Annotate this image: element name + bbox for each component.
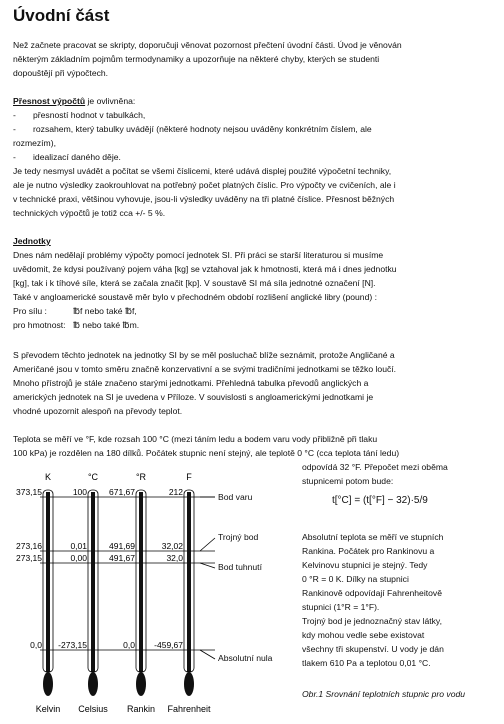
units-section [13,234,491,332]
precision-heading: Přesnost výpočtů [13,96,86,106]
right-column-top [302,460,492,488]
intro-line: některým základním pojmům termodynamiky a upozorňuje na některé chyby, kterých se studenti [13,54,380,64]
rankine-line: všechny tři skupenství. U vody je dán [302,644,444,654]
rankine-line: Trojný bod je jednoznačný stav látky, [302,616,442,626]
precision-line: technických výpočtů je totiž cca +/- 5 %. [13,208,166,218]
intro-line: Než začnete pracovat se skripty, doporučuji věnovat pozornost přečtení úvodní části. Úvod je věnován [13,40,402,50]
intro-line: dopouštějí při výpočtech. [13,68,109,78]
page-title: Úvodní část [13,6,110,25]
temperature-scales-diagram [0,462,300,724]
thermometer-bulb [136,672,146,696]
rankine-line: Kelvinovu stupnici je stejný. Tedy [302,560,428,570]
thermometer-tube [187,492,191,672]
units-heading: Jednotky [13,236,51,246]
scale-value: 0,0 [30,640,42,650]
right-line: odpovídá 32 °F. Přepočet mezi oběma [302,462,448,472]
thermometer-bulb [88,672,98,696]
precision-line: Je tedy nesmysl uvádět a počítat se všemi číslicemi, které udává displej použité výpočetní techniky, [13,166,392,176]
temp-line: 100 kPa) je rozdělen na 180 dílků. Počátek stupnic není stejný, ale teplotě 0 °C (cca teplota tání ledu) [13,448,400,458]
precision-line: v technické praxi, většinou vyhovuje, jsou-li výsledky uváděny na tři platné číslice. Přesnost běžných [13,194,395,204]
scale-value: 491,67 [109,553,135,563]
scale-name: Celsius [78,704,108,714]
rankine-line: Absolutní teplota se měří ve stupních [302,532,444,542]
scale-value: 491,69 [109,541,135,551]
units-line: Dnes nám nedělají problémy výpočty pomocí jednotek SI. Při práci se starší literaturou si musíme [13,250,384,260]
rankine-line: Rankina. Počátek pro Rankinovu a [302,546,435,556]
rankine-line: kdy mohou vedle sebe existovat [302,630,425,640]
scale-value: 0,0 [123,640,135,650]
units-line: Také v angloamerické soustavě měr bylo v přechodném období rozlišení anglické libry (pound) : [13,292,377,302]
si-line: vhodné upozornit alespoň na převody teplot. [13,406,183,416]
units-line: [kg], tak i k tíhové síle, která se začala značit [kp]. V soustavě SI má síla jednotné označení [N]. [13,278,376,288]
scale-value: 32,02 [161,541,183,551]
scale-value: 212 [168,487,183,497]
list-item: - přesností hodnot v tabulkách, [13,110,146,120]
precision-section [13,94,491,220]
scale-value: 100 [72,487,87,497]
precision-line: ale je nutno výsledky zaokrouhlovat na potřebný počet platných číslic. Pro výpočty ve cvičeních, ale i [13,180,396,190]
si-line: Američané jsou v tomto směru značně konzervativní a se svými tradičními jednotkami se těžko loučí. [13,364,397,374]
temperature-paragraph [13,432,491,460]
rankine-line: stupnici (1°R = 1°F). [302,602,380,612]
scale-name: Fahrenheit [167,704,211,714]
scale-symbol: °C [87,472,99,482]
scale-value: -273,15 [58,640,87,650]
formula-text: t[°C] = (t[°F] − 32)·5/9 [332,495,428,506]
rankine-line: tlakem 610 Pa a teplotou 0,01 °C. [302,658,431,668]
rankine-line: 0 °R = 0 K. Dílky na stupnici [302,574,409,584]
scale-value: 671,67 [109,487,135,497]
si-paragraph [13,348,491,418]
thermometer-bulb [43,672,53,696]
mass-label: pro hmotnost: [13,320,66,330]
intro-paragraph [13,38,491,80]
point-label-freezing: Bod tuhnutí [218,562,262,572]
thermometer-bulb [184,672,194,696]
list-item-continuation: rozmezím), [13,138,56,148]
thermometer-tube [139,492,143,672]
scale-value: 273,15 [16,553,42,563]
scale-name: Kelvin [35,704,61,714]
rankine-line: Rankinově odpovídají Fahrenheitově [302,588,442,598]
scale-symbol: F [186,472,192,482]
point-label-boiling: Bod varu [218,492,253,502]
conversion-formula [302,494,492,508]
scale-value: -459,67 [154,640,183,650]
temp-line: Teplota se měří ve °F, kde rozsah 100 °C (mezi táním ledu a bodem varu vody přibližně při tlaku [13,434,378,444]
rankine-paragraph [302,530,492,670]
si-line: S převodem těchto jednotek na jednotky SI by se měl posluchač blíže seznámit, protože Angličané a [13,350,395,360]
scale-value: 273,16 [16,541,42,551]
scale-name: Rankin [126,704,156,714]
scale-value: 373,15 [16,487,42,497]
point-label-absolute-zero: Absolutní nula [218,653,273,663]
mass-units: ℔ nebo také ℔m. [73,320,140,330]
force-label: Pro sílu : [13,306,47,316]
units-line: uvědomit, že kdysi používaný pojem váha [kg] se vztahoval jak k hmotnosti, která má i dnes jednotku [13,264,397,274]
list-item: - idealizací daného děje. [13,152,121,162]
force-units: ℔f nebo také ℔f, [73,306,137,316]
scale-symbol: K [44,472,52,482]
scale-symbol: °R [135,472,147,482]
list-item: - rozsahem, který tabulky uvádějí (některé hodnoty nejsou uváděny konkrétním číslem, ale [13,124,372,134]
right-line: stupnicemi potom bude: [302,476,394,486]
si-line: Mnoho přístrojů je stále značeno starými jednotkami. Přehledná tabulka převodů anglických a [13,378,369,388]
scale-value: 0,01 [70,541,87,551]
precision-heading-rest: je ovlivněna: [85,96,136,106]
si-line: amerických jednotek na SI je uvedena v Příloze. V souvislosti s angloamerickými jednotkami je [13,392,374,402]
scale-value: 32,0 [166,553,183,563]
point-label-triple: Trojný bod [218,532,259,542]
scale-value: 0,00 [70,553,87,563]
figure-caption: Obr.1 Srovnání teplotních stupnic pro vodu [302,689,466,699]
thermometer-tube [46,492,50,672]
thermometer-tube [91,492,95,672]
